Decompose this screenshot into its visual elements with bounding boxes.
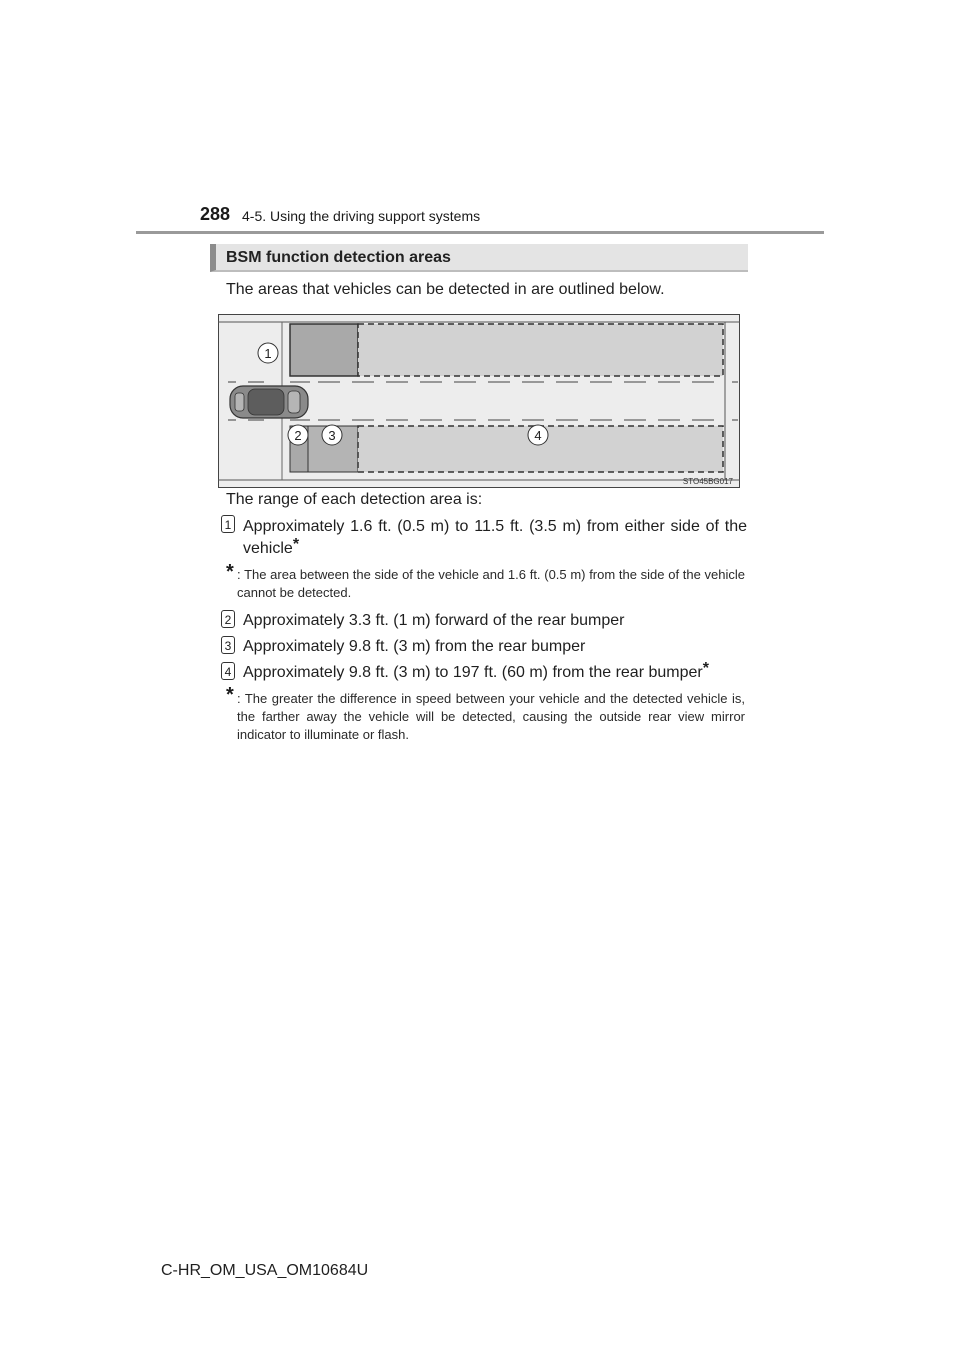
image-code: STO45BG017 <box>682 477 733 486</box>
note-1-text: : The area between the side of the vehicle and 1.6 ft. (0.5 m) from the side of the vehicle cannot be detected. <box>237 567 745 600</box>
running-head: 4-5. Using the driving support systems <box>242 208 481 224</box>
callout-3-label: 3 <box>328 428 336 443</box>
item-4-text: Approximately 9.8 ft. (3 m) to 197 ft. (60 m) from the rear bumper <box>243 664 703 681</box>
range-intro: The range of each detection area is: <box>226 491 483 508</box>
item-1-text: Approximately 1.6 ft. (0.5 m) to 11.5 ft. (3.5 m) from either side of the vehicle <box>243 518 747 557</box>
note-2-star: * <box>226 684 234 706</box>
car-icon <box>230 386 308 418</box>
callout-4-label: 4 <box>534 428 542 443</box>
area-4-upper <box>358 324 723 376</box>
item-1 <box>243 516 747 560</box>
item-2-number: 2 <box>221 610 235 628</box>
section-heading <box>210 244 748 272</box>
callout-3 <box>322 425 342 445</box>
item-1-star: * <box>292 536 300 553</box>
callout-4 <box>528 425 548 445</box>
callout-1 <box>258 343 278 363</box>
item-3-text: Approximately 9.8 ft. (3 m) from the rear bumper <box>243 638 586 655</box>
area-1-shape <box>290 324 358 376</box>
header-rule <box>136 231 824 234</box>
item-4 <box>243 662 709 684</box>
item-4-number: 4 <box>221 662 235 680</box>
item-3-number: 3 <box>221 636 235 654</box>
diagram-svg <box>218 314 740 488</box>
page-number: 288 <box>200 204 231 224</box>
detection-area-diagram <box>218 314 740 488</box>
note-2-text: : The greater the difference in speed between your vehicle and the detected vehicle is, the farther away the vehicle will be detected, causing the outside rear view mirror indicator to illuminate or flash. <box>237 691 745 742</box>
note-1-star: * <box>226 561 234 583</box>
callout-2-label: 2 <box>294 428 302 443</box>
callout-1-label: 1 <box>264 346 272 361</box>
section-heading-text: BSM function detection areas <box>226 249 451 266</box>
item-4-star: * <box>702 660 709 677</box>
item-2-text: Approximately 3.3 ft. (1 m) forward of the rear bumper <box>243 612 625 629</box>
intro-text: The areas that vehicles can be detected in are outlined below. <box>226 281 665 298</box>
footer-doc-code: C-HR_OM_USA_OM10684U <box>161 1262 369 1279</box>
item-1-number: 1 <box>221 515 235 533</box>
callout-2 <box>288 425 308 445</box>
